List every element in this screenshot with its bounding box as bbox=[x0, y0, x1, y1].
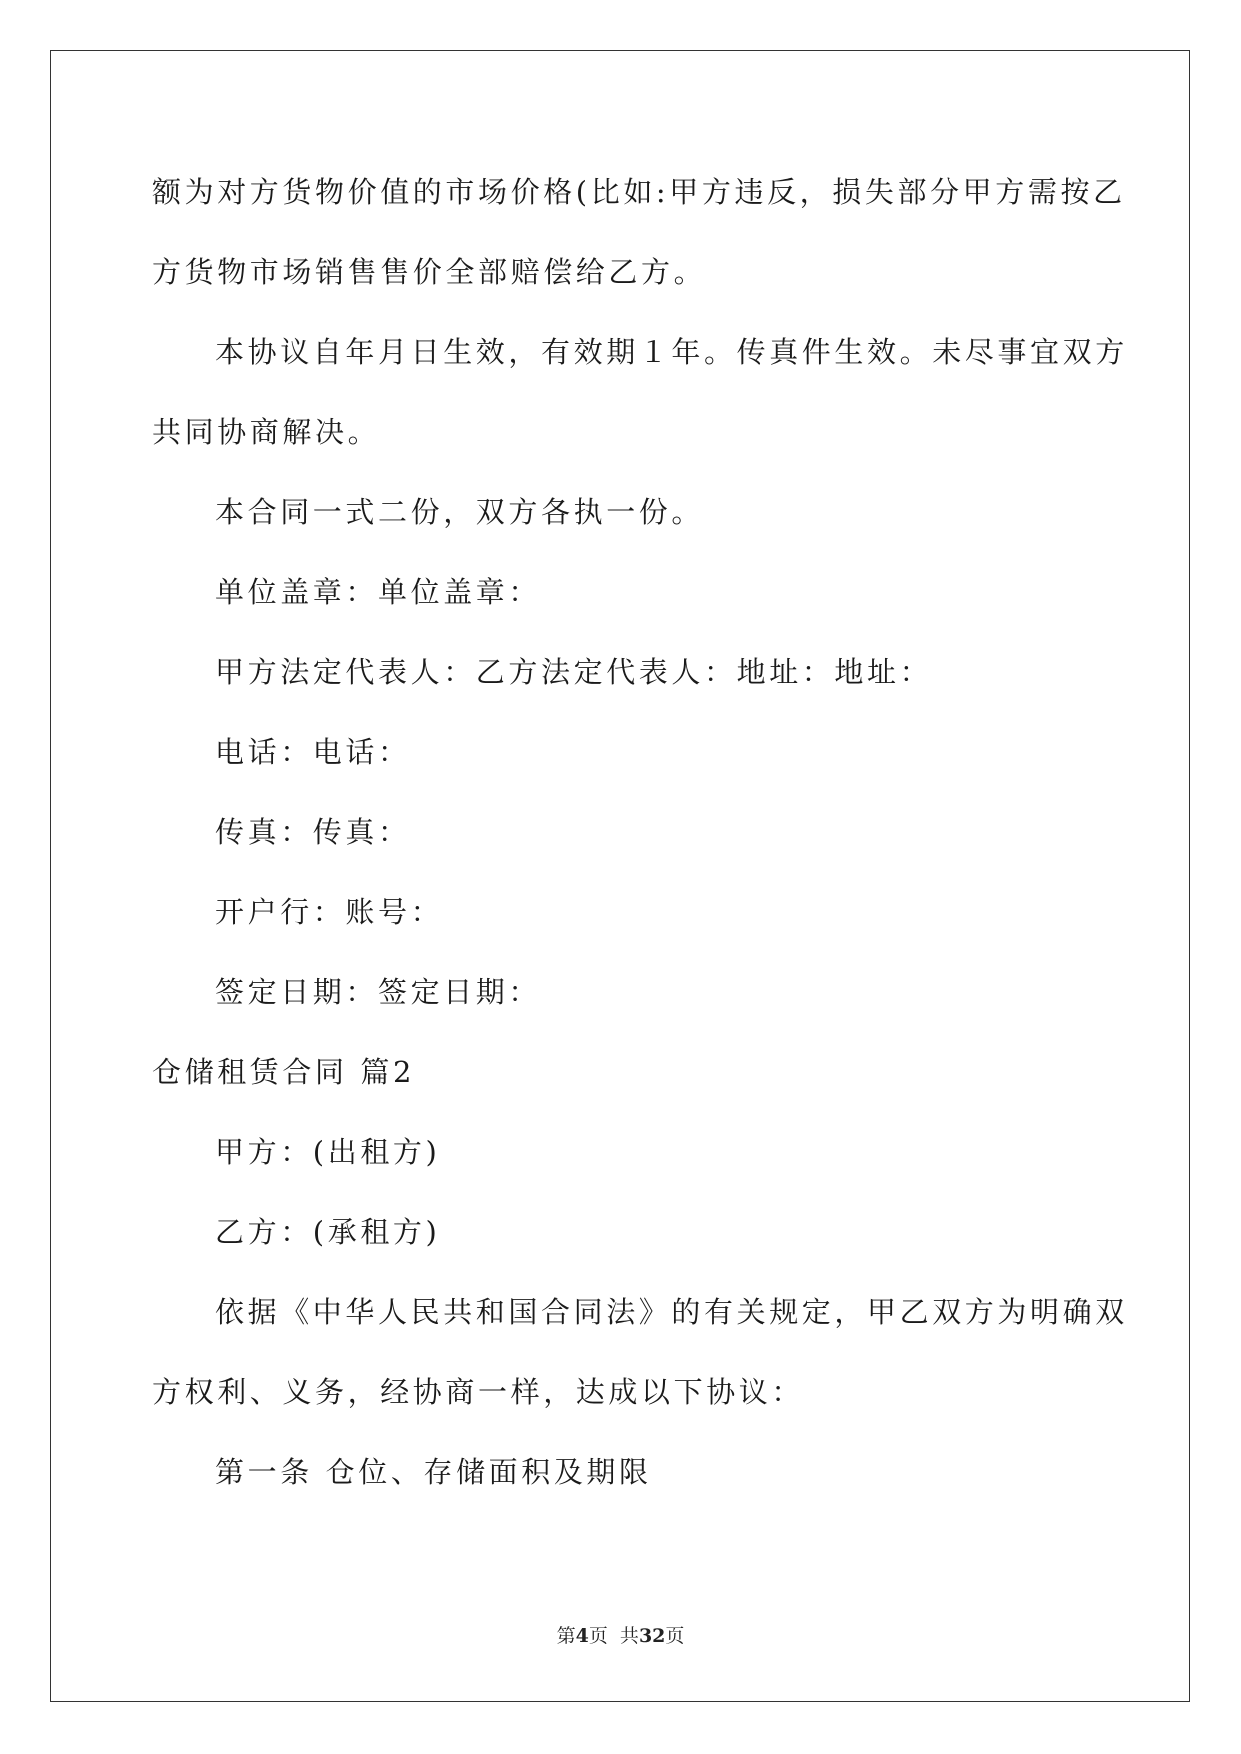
footer-middle: 页 共 bbox=[588, 1625, 639, 1647]
current-page-number: 4 bbox=[575, 1625, 589, 1647]
paragraph-line: 电话：电话： bbox=[215, 735, 411, 769]
footer-prefix: 第 bbox=[556, 1625, 576, 1647]
article-heading: 第一条 仓位、存储面积及期限 bbox=[215, 1455, 652, 1489]
paragraph-line: 乙方：(承租方) bbox=[215, 1215, 441, 1249]
paragraph-line: 传真：传真： bbox=[215, 815, 411, 849]
total-page-count: 32 bbox=[638, 1625, 666, 1647]
paragraph-line: 方权利、义务，经协商一样，达成以下协议： bbox=[152, 1375, 805, 1409]
paragraph-line: 甲方法定代表人：乙方法定代表人：地址：地址： bbox=[215, 655, 933, 689]
paragraph-line: 方货物市场销售售价全部赔偿给乙方。 bbox=[152, 255, 707, 289]
paragraph-line: 本协议自年月日生效，有效期１年。传真件生效。未尽事宜双方 bbox=[215, 335, 1128, 369]
footer-suffix: 页 bbox=[665, 1625, 685, 1647]
paragraph-line: 本合同一式二份，双方各执一份。 bbox=[215, 495, 705, 529]
paragraph-line: 额为对方货物价值的市场价格(比如:甲方违反，损失部分甲方需按乙 bbox=[152, 175, 1126, 209]
paragraph-line: 依据《中华人民共和国合同法》的有关规定，甲乙双方为明确双 bbox=[215, 1295, 1128, 1329]
paragraph-line: 签定日期：签定日期： bbox=[215, 975, 542, 1009]
paragraph-line: 单位盖章：单位盖章： bbox=[215, 575, 542, 609]
paragraph-line: 开户行：账号： bbox=[215, 895, 444, 929]
page-footer bbox=[0, 1622, 1241, 1650]
paragraph-line: 甲方：(出租方) bbox=[215, 1135, 441, 1169]
section-heading: 仓储租赁合同 篇2 bbox=[152, 1055, 416, 1089]
paragraph-line: 共同协商解决。 bbox=[152, 415, 381, 449]
